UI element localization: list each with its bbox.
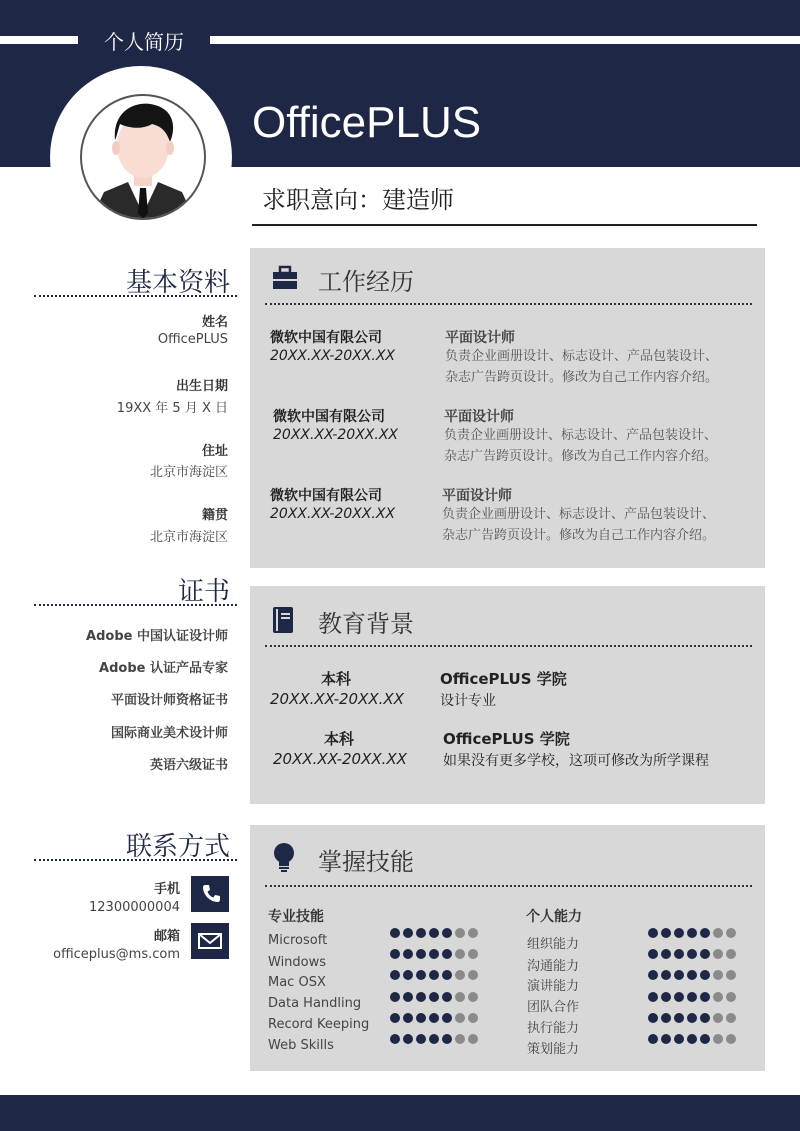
skill-rating-dot — [726, 928, 736, 938]
skill-rating-dot — [713, 949, 723, 959]
skill-rating-dot — [429, 928, 439, 938]
skill-rating-dot — [468, 949, 478, 959]
skills-rule — [265, 885, 752, 887]
certificates-rule — [34, 604, 237, 606]
skill-rating-dot — [687, 949, 697, 959]
skill-rating-dot — [442, 970, 452, 980]
footer-band — [0, 1095, 800, 1131]
skill-rating-dot — [674, 928, 684, 938]
skill-rating-dot — [429, 949, 439, 959]
work-role: 平面设计师 — [444, 409, 514, 425]
work-title: 工作经历 — [318, 268, 414, 296]
pro-skill-ratings — [390, 928, 490, 1058]
work-date: 20XX.XX-20XX.XX — [270, 348, 396, 364]
education-degree: 本科 — [320, 670, 351, 688]
skill-rating-dot — [700, 970, 710, 980]
work-desc-line: 杂志广告跨页设计。修改为自己工作内容介绍。 — [445, 370, 719, 385]
skill-rating-dot — [648, 992, 658, 1002]
contact-rule — [34, 859, 237, 861]
skill-rating-dot — [661, 949, 671, 959]
skill-rating-dot — [674, 992, 684, 1002]
skill-rating-dot — [468, 1034, 478, 1044]
skill-rating-dot — [674, 970, 684, 980]
certificate-item: Adobe 认证产品专家 — [99, 661, 228, 676]
education-major: 如果没有更多学校，这项可修改为所学课程 — [443, 753, 709, 769]
skill-rating-dot — [429, 992, 439, 1002]
work-date: 20XX.XX-20XX.XX — [270, 506, 396, 522]
avatar — [80, 94, 206, 220]
lightbulb-icon — [272, 842, 296, 874]
skill-rating-dot — [416, 928, 426, 938]
work-date: 20XX.XX-20XX.XX — [273, 427, 399, 443]
name-label: 姓名 — [201, 315, 228, 330]
skill-rating-dot — [416, 970, 426, 980]
job-intent: 求职意向：建造师 — [262, 186, 454, 214]
education-degree: 本科 — [323, 730, 354, 748]
candidate-name: OfficePLUS — [252, 98, 482, 147]
skill-rating-dot — [442, 949, 452, 959]
work-desc-line: 负责企业画册设计、标志设计、产品包装设计、 — [445, 349, 719, 364]
education-rule — [265, 645, 752, 647]
pro-skill-name: Microsoft — [268, 933, 328, 948]
skill-rating-dot — [403, 1034, 413, 1044]
work-desc — [442, 504, 742, 546]
skill-rating-dot — [674, 949, 684, 959]
skill-rating-dot — [648, 928, 658, 938]
skill-rating-dot — [674, 1013, 684, 1023]
skills-title: 掌握技能 — [318, 848, 414, 876]
skill-rating-dot — [468, 970, 478, 980]
personal-skill-name: 演讲能力 — [527, 979, 580, 994]
phone-icon — [191, 876, 229, 912]
work-desc — [445, 346, 745, 388]
skill-rating-dot — [700, 949, 710, 959]
birth-value: 19XX 年 5 月 X 日 — [116, 401, 228, 416]
skill-rating-dot — [403, 992, 413, 1002]
skill-rating-dot — [687, 928, 697, 938]
skill-rating-dot — [455, 1013, 465, 1023]
birth-label: 出生日期 — [175, 379, 228, 394]
skill-rating-dot — [700, 992, 710, 1002]
basic-info-rule — [34, 295, 237, 297]
personal-skill-ratings — [648, 928, 748, 1058]
contact-title: 联系方式 — [125, 832, 230, 862]
personal-skill-name: 组织能力 — [527, 937, 580, 952]
education-school: OfficePLUS 学院 — [440, 670, 567, 688]
work-company: 微软中国有限公司 — [270, 330, 382, 346]
skill-rating-dot — [674, 1034, 684, 1044]
skill-rating-dot — [468, 992, 478, 1002]
personal-skill-name: 执行能力 — [527, 1021, 580, 1036]
skill-rating-dot — [648, 1013, 658, 1023]
education-major: 设计专业 — [440, 693, 496, 709]
pro-skills-title: 专业技能 — [268, 909, 324, 925]
name-value: OfficePLUS — [157, 332, 228, 347]
skill-rating-dot — [700, 1034, 710, 1044]
skill-rating-dot — [429, 1034, 439, 1044]
skill-rating-dot — [429, 1013, 439, 1023]
skill-rating-dot — [403, 970, 413, 980]
education-date: 20XX.XX-20XX.XX — [270, 690, 404, 708]
education-date: 20XX.XX-20XX.XX — [273, 750, 407, 768]
skill-rating-dot — [442, 992, 452, 1002]
email-value: officeplus@ms.com — [53, 947, 180, 962]
certificate-item: 英语六级证书 — [149, 758, 228, 773]
personal-skill-name: 团队合作 — [527, 1000, 580, 1015]
avatar-illustration — [82, 96, 204, 218]
work-desc-line: 杂志广告跨页设计。修改为自己工作内容介绍。 — [442, 528, 716, 543]
work-role: 平面设计师 — [445, 330, 515, 346]
work-desc-line: 负责企业画册设计、标志设计、产品包装设计、 — [444, 428, 718, 443]
email-label: 邮箱 — [153, 929, 180, 944]
skill-rating-dot — [429, 970, 439, 980]
skill-rating-dot — [713, 928, 723, 938]
skill-rating-dot — [442, 928, 452, 938]
work-desc-line: 负责企业画册设计、标志设计、产品包装设计、 — [442, 507, 716, 522]
header-rule-right — [210, 36, 800, 44]
job-intent-rule — [252, 224, 757, 226]
skill-rating-dot — [390, 949, 400, 959]
skill-rating-dot — [403, 928, 413, 938]
skill-rating-dot — [661, 1034, 671, 1044]
work-rule — [265, 303, 752, 305]
skill-rating-dot — [442, 1013, 452, 1023]
skill-rating-dot — [416, 1034, 426, 1044]
skill-rating-dot — [416, 1013, 426, 1023]
pro-skill-name: Windows — [268, 955, 327, 970]
work-company: 微软中国有限公司 — [270, 488, 382, 504]
skill-rating-dot — [468, 1013, 478, 1023]
pro-skill-name: Web Skills — [268, 1038, 334, 1053]
pro-skill-name: Mac OSX — [268, 975, 326, 990]
skill-rating-dot — [713, 1013, 723, 1023]
skill-rating-dot — [648, 1034, 658, 1044]
skill-rating-dot — [455, 928, 465, 938]
skill-rating-dot — [687, 1034, 697, 1044]
skill-rating-dot — [700, 928, 710, 938]
skill-rating-dot — [726, 949, 736, 959]
skill-rating-dot — [726, 970, 736, 980]
skill-rating-dot — [455, 992, 465, 1002]
hometown-label: 籍贯 — [201, 508, 228, 523]
personal-skill-name: 策划能力 — [527, 1042, 580, 1057]
basic-info-title: 基本资料 — [125, 268, 230, 298]
skill-rating-dot — [442, 1034, 452, 1044]
skill-rating-dot — [726, 1034, 736, 1044]
phone-value: 12300000004 — [89, 900, 180, 915]
skill-rating-dot — [390, 928, 400, 938]
skill-rating-dot — [390, 1013, 400, 1023]
skill-rating-dot — [700, 1013, 710, 1023]
skill-rating-dot — [687, 1013, 697, 1023]
hometown-value: 北京市海淀区 — [149, 530, 228, 545]
skill-rating-dot — [648, 970, 658, 980]
phone-label: 手机 — [153, 882, 180, 897]
skill-rating-dot — [661, 1013, 671, 1023]
skill-rating-dot — [390, 1034, 400, 1044]
work-desc-line: 杂志广告跨页设计。修改为自己工作内容介绍。 — [444, 449, 718, 464]
work-desc — [444, 425, 744, 467]
education-school: OfficePLUS 学院 — [443, 730, 570, 748]
skill-rating-dot — [390, 970, 400, 980]
header-rule-left — [0, 36, 78, 44]
skill-rating-dot — [661, 928, 671, 938]
work-company: 微软中国有限公司 — [273, 409, 385, 425]
personal-skills-title: 个人能力 — [526, 909, 582, 925]
certificate-item: Adobe 中国认证设计师 — [86, 629, 228, 644]
skill-rating-dot — [416, 992, 426, 1002]
skill-rating-dot — [390, 992, 400, 1002]
skill-rating-dot — [661, 992, 671, 1002]
certificate-item: 国际商业美术设计师 — [110, 726, 228, 741]
skill-rating-dot — [726, 1013, 736, 1023]
briefcase-icon — [271, 264, 299, 292]
skill-rating-dot — [455, 1034, 465, 1044]
work-role: 平面设计师 — [442, 488, 512, 504]
address-label: 住址 — [201, 444, 228, 459]
skill-rating-dot — [713, 992, 723, 1002]
skill-rating-dot — [687, 992, 697, 1002]
pro-skill-name: Record Keeping — [268, 1017, 370, 1032]
address-value: 北京市海淀区 — [149, 465, 228, 480]
certificate-item: 平面设计师资格证书 — [110, 693, 228, 708]
personal-skill-name: 沟通能力 — [527, 959, 580, 974]
book-icon — [270, 605, 296, 635]
skill-rating-dot — [416, 949, 426, 959]
skill-rating-dot — [455, 970, 465, 980]
skill-rating-dot — [713, 1034, 723, 1044]
skill-rating-dot — [403, 949, 413, 959]
skill-rating-dot — [661, 970, 671, 980]
skill-rating-dot — [726, 992, 736, 1002]
pro-skill-name: Data Handling — [268, 996, 362, 1011]
skill-rating-dot — [687, 970, 697, 980]
resume-tag: 个人简历 — [104, 30, 184, 54]
certificates-title: 证书 — [177, 577, 230, 607]
education-title: 教育背景 — [318, 610, 414, 638]
envelope-icon — [191, 923, 229, 959]
skill-rating-dot — [713, 970, 723, 980]
skill-rating-dot — [403, 1013, 413, 1023]
skill-rating-dot — [468, 928, 478, 938]
skill-rating-dot — [455, 949, 465, 959]
skill-rating-dot — [648, 949, 658, 959]
